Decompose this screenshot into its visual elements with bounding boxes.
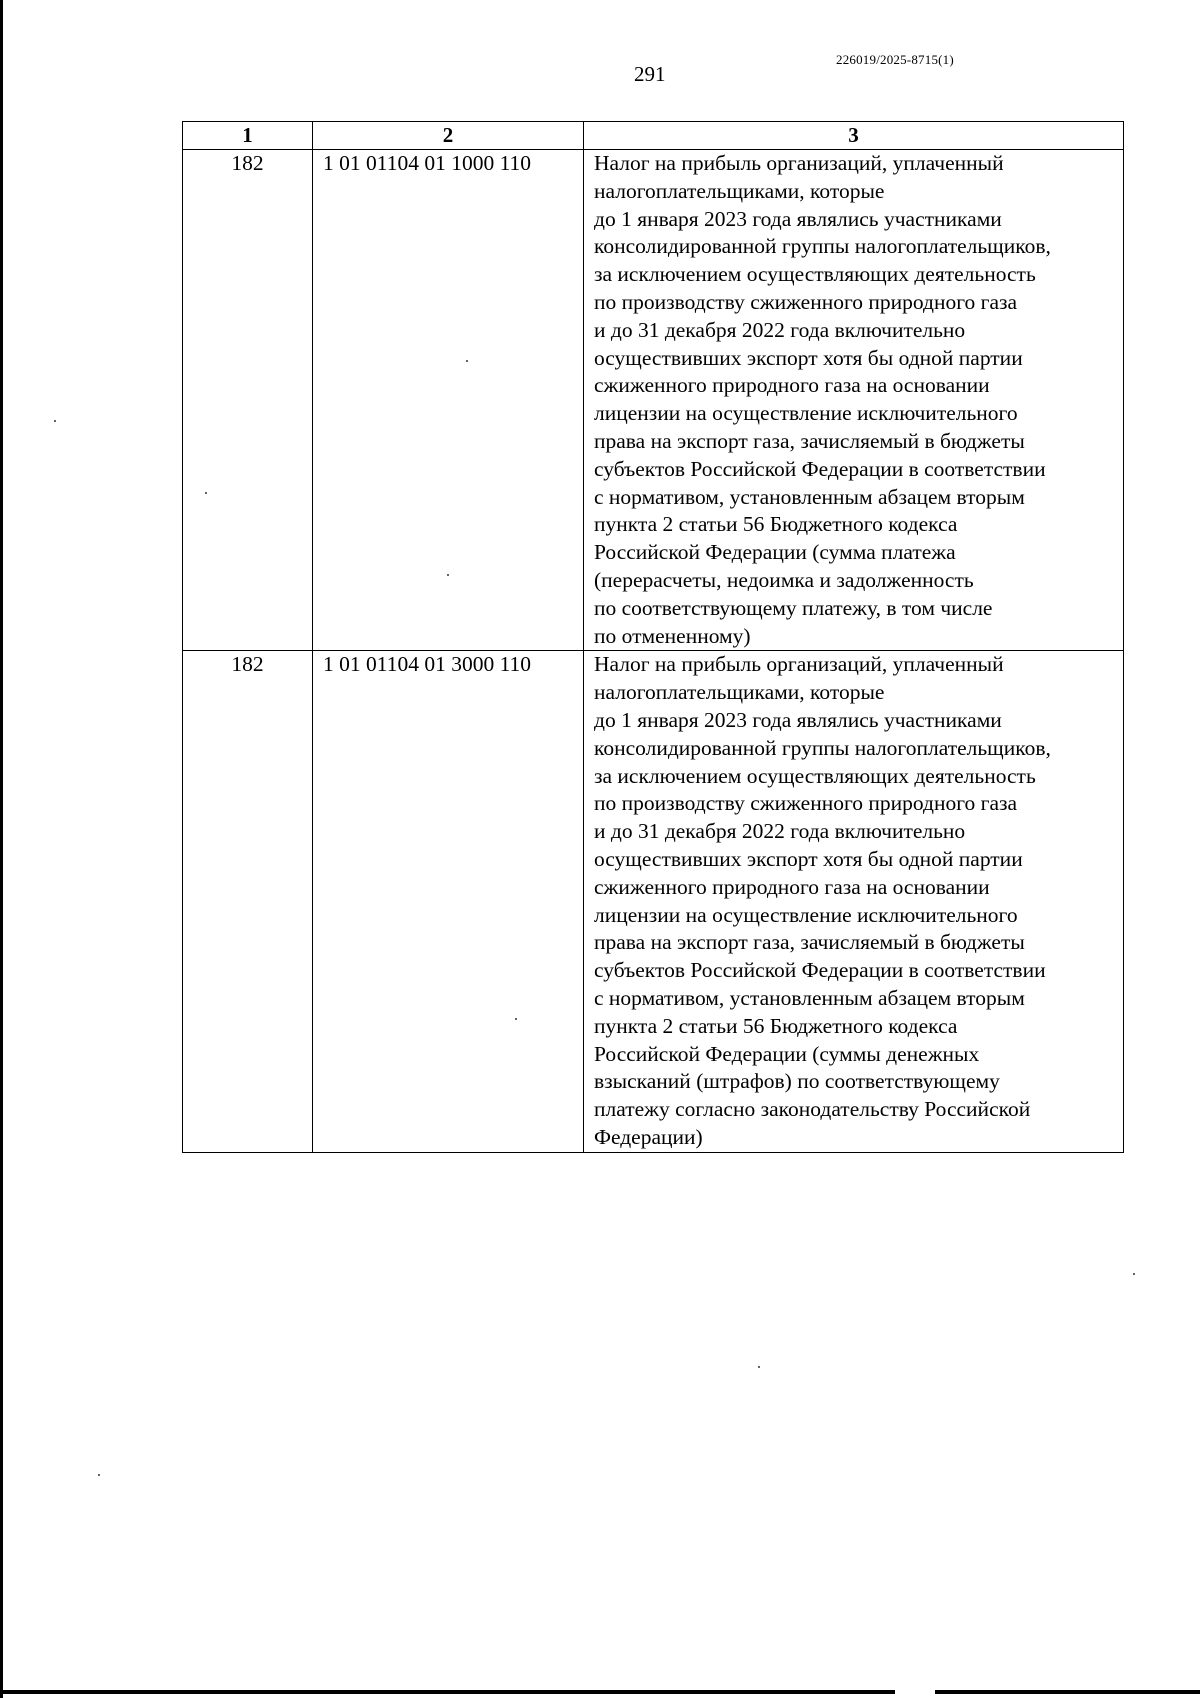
cell-budget-classification-code: 1 01 01104 01 1000 110 [313, 150, 584, 651]
description-line: субъектов Российской Федерации в соответствии [594, 958, 1046, 983]
description-line: права на экспорт газа, зачисляемый в бюджеты [594, 930, 1025, 955]
description-line: до 1 января 2023 года являлись участниками [594, 206, 1002, 231]
scan-border-bottom [0, 1690, 1200, 1694]
page-number: 291 [634, 62, 666, 86]
description-line: (перерасчеты, недоимка и задолженность [594, 567, 974, 592]
description-line: по соответствующему платежу, в том числе [594, 595, 993, 620]
table-row [183, 651, 1124, 1152]
description-line: с нормативом, установленным абзацем вторым [594, 484, 1025, 509]
description-line: Федерации) [594, 1124, 703, 1149]
document-id: 226019/2025-8715(1) [836, 52, 954, 67]
budget-codes-table [182, 121, 1124, 1153]
description-line: осуществивших экспорт хотя бы одной партии [594, 345, 1023, 370]
description-line: сжиженного природного газа на основании [594, 874, 990, 899]
description-line: права на экспорт газа, зачисляемый в бюджеты [594, 428, 1025, 453]
description-line: за исключением осуществляющих деятельность [594, 763, 1036, 788]
description-line: Налог на прибыль организаций, уплаченный [594, 151, 1004, 175]
scan-speck [54, 420, 56, 422]
description-line: и до 31 декабря 2022 года включительно [594, 819, 966, 844]
header-row [183, 122, 1124, 150]
description-line: платежу согласно законодательству Российской [594, 1097, 1031, 1122]
description-line: Российской Федерации (суммы денежных [594, 1041, 980, 1066]
scan-border-gap [895, 1689, 935, 1697]
cell-budget-classification-code: 1 01 01104 01 3000 110 [313, 651, 584, 1152]
cell-description [584, 651, 1124, 1152]
scan-speck [515, 1018, 517, 1020]
description-line: с нормативом, установленным абзацем вторым [594, 985, 1025, 1010]
description-line: взысканий (штрафов) по соответствующему [594, 1069, 1000, 1094]
description-line: субъектов Российской Федерации в соответствии [594, 456, 1046, 481]
description-line: лицензии на осуществление исключительного [594, 401, 1018, 426]
description-line: до 1 января 2023 года являлись участниками [594, 707, 1002, 732]
table-header [183, 122, 1124, 150]
description-line: сжиженного природного газа на основании [594, 373, 990, 398]
description-line: лицензии на осуществление исключительного [594, 902, 1018, 927]
scan-speck [447, 574, 449, 576]
description-line: за исключением осуществляющих деятельность [594, 262, 1036, 287]
description-line: по производству сжиженного природного газа [594, 791, 1018, 816]
scan-speck [98, 1474, 100, 1476]
description-line: налогоплательщиками, которые [594, 680, 885, 705]
cell-description [584, 150, 1124, 651]
description-line: Налог на прибыль организаций, уплаченный [594, 652, 1004, 677]
description-line: и до 31 декабря 2022 года включительно [594, 317, 966, 342]
scan-speck [205, 492, 207, 494]
scan-speck [466, 360, 468, 362]
column-header-3: 3 [584, 122, 1124, 150]
cell-administrator-code: 182 [183, 651, 313, 1152]
description-line: по производству сжиженного природного газа [594, 289, 1018, 314]
cell-administrator-code: 182 [183, 150, 313, 651]
scan-border-left [0, 0, 3, 1698]
column-header-1: 1 [183, 122, 313, 150]
table-body [183, 150, 1124, 1153]
description-line: консолидированной группы налогоплательщиков, [594, 234, 1051, 259]
column-header-2: 2 [313, 122, 584, 150]
scan-speck [1133, 1273, 1135, 1275]
description-line: Российской Федерации (сумма платежа [594, 540, 956, 565]
description-line: по отмененному) [594, 623, 751, 648]
description-line: осуществивших экспорт хотя бы одной партии [594, 846, 1023, 871]
description-line: налогоплательщиками, которые [594, 178, 885, 203]
table-row [183, 150, 1124, 651]
description-line: пункта 2 статьи 56 Бюджетного кодекса [594, 512, 958, 537]
description-line: консолидированной группы налогоплательщиков, [594, 735, 1051, 760]
description-line: пункта 2 статьи 56 Бюджетного кодекса [594, 1013, 958, 1038]
scan-speck [758, 1366, 760, 1368]
